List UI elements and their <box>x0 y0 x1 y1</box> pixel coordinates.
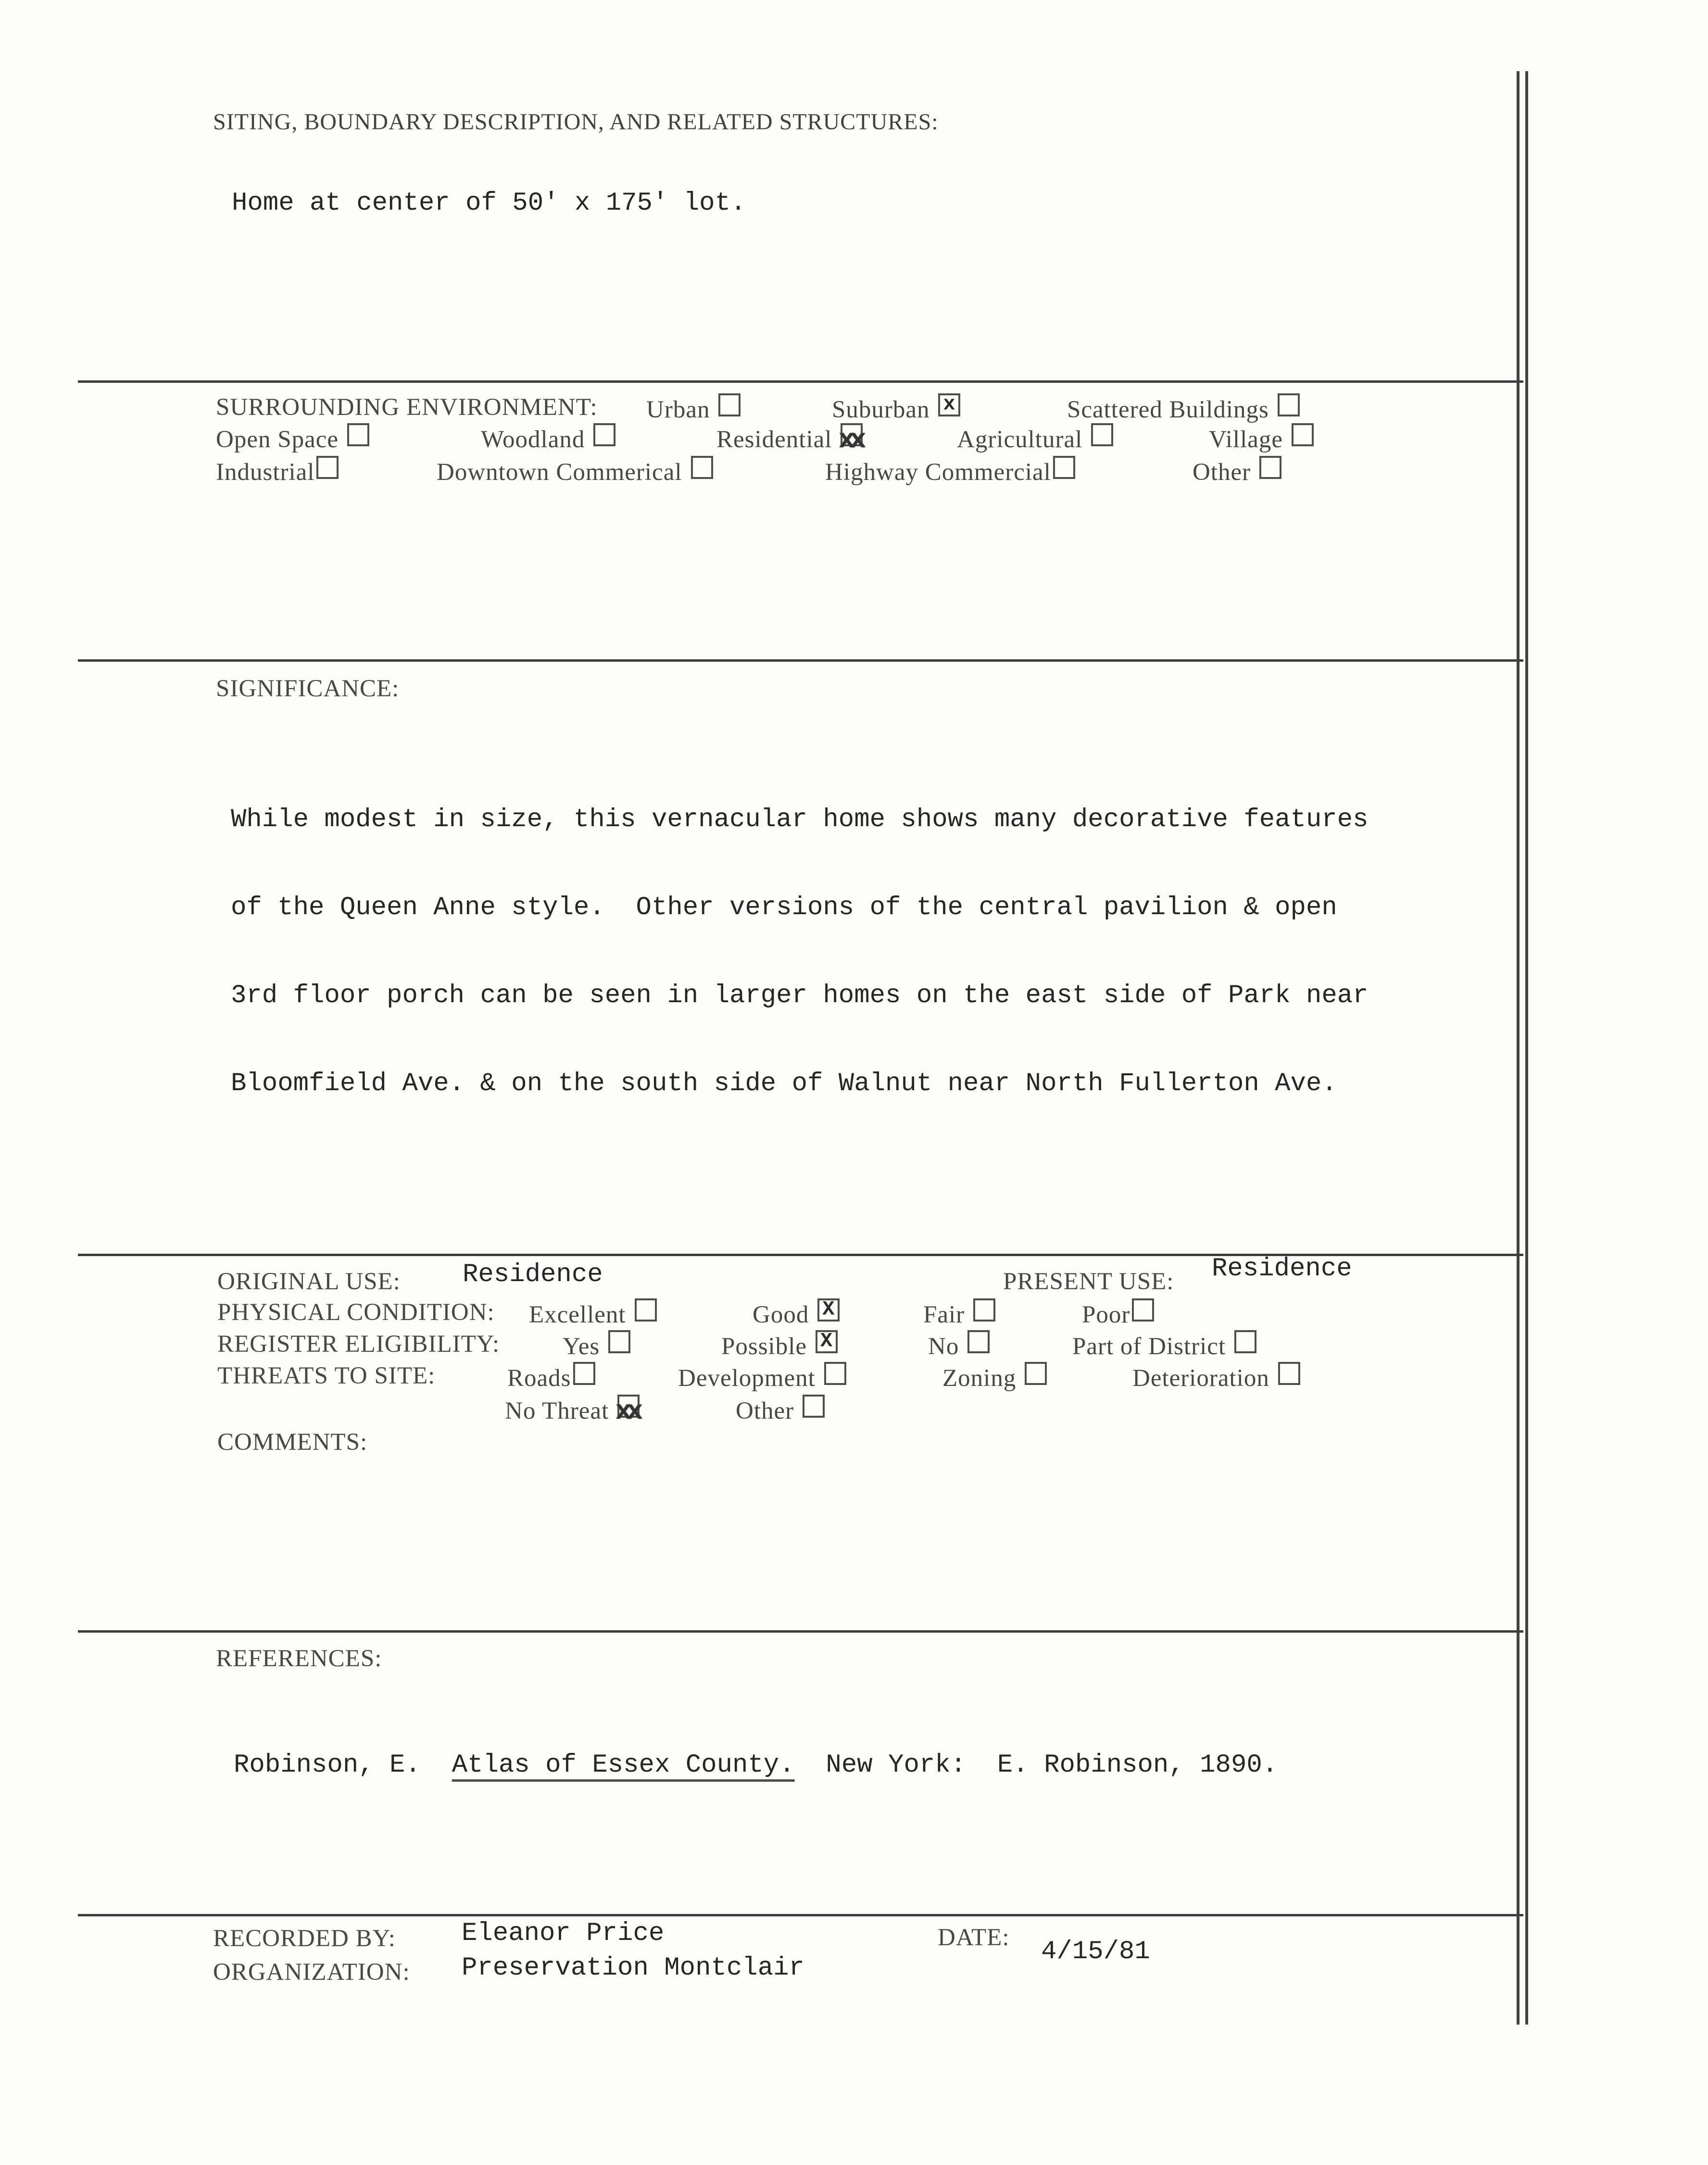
section-divider <box>78 1630 1523 1633</box>
checkbox-woodland <box>593 423 615 446</box>
checkbox-village <box>1292 423 1314 446</box>
threats-to-site-label: THREATS TO SITE: <box>217 1362 436 1389</box>
checkbox-residential-checked: xx <box>841 423 863 446</box>
recorded-by-label: RECORDED BY: <box>213 1925 396 1952</box>
checkbox-roads <box>573 1362 595 1385</box>
citation-title-underlined: Atlas of Essex County. <box>452 1750 795 1780</box>
significance-line: While modest in size, this vernacular home shows many decorative features <box>231 805 1369 834</box>
env-option-village: Village <box>1209 423 1314 453</box>
date-label: DATE: <box>938 1924 1010 1951</box>
significance-line: Bloomfield Ave. & on the south side of Walnut near North Fullerton Ave. <box>231 1069 1337 1098</box>
date-value: 4/15/81 <box>1041 1937 1150 1966</box>
env-option-residential: Residential xx <box>716 423 863 453</box>
checkbox-fair <box>973 1298 995 1322</box>
threat-option-roads: Roads <box>507 1362 595 1392</box>
env-option-other: Other <box>1193 456 1281 486</box>
checkbox-excellent <box>635 1298 657 1322</box>
eligibility-option-possible: Possible X <box>721 1330 838 1360</box>
organization-label: ORGANIZATION: <box>213 1959 410 1986</box>
checkbox-scattered-buildings <box>1278 393 1300 416</box>
checkbox-development <box>824 1362 846 1385</box>
references-section-label: REFERENCES: <box>216 1645 382 1672</box>
siting-value: Home at center of 50' x 175' lot. <box>232 189 746 218</box>
checkbox-downtown-commerical <box>691 456 713 479</box>
checkbox-possible-checked: X <box>816 1330 838 1353</box>
present-use-label: PRESENT USE: <box>1003 1268 1174 1295</box>
section-divider <box>78 659 1523 662</box>
env-option-open-space: Open Space <box>216 423 369 453</box>
original-use-label: ORIGINAL USE: <box>217 1268 401 1295</box>
checkbox-deterioration <box>1278 1362 1300 1385</box>
condition-option-excellent: Excellent <box>529 1298 657 1329</box>
env-option-downtown-commerical: Downtown Commerical <box>437 456 713 486</box>
checkbox-highway-commercial <box>1053 456 1075 479</box>
checkbox-no <box>967 1330 990 1353</box>
physical-condition-label: PHYSICAL CONDITION: <box>217 1299 495 1326</box>
checkbox-env-other <box>1259 456 1281 479</box>
env-option-urban: Urban <box>646 393 741 424</box>
threat-option-zoning: Zoning <box>942 1362 1047 1392</box>
checkbox-threat-other <box>803 1395 825 1418</box>
env-option-industrial: Industrial <box>216 456 339 486</box>
condition-option-poor: Poor <box>1082 1298 1154 1329</box>
significance-line: 3rd floor porch can be seen in larger homes on the east side of Park near <box>231 981 1369 1010</box>
checkbox-yes <box>608 1330 630 1353</box>
condition-option-good: Good X <box>753 1298 840 1329</box>
siting-section-label: SITING, BOUNDARY DESCRIPTION, AND RELATED STRUCTURES: <box>213 109 939 135</box>
env-option-scattered-buildings: Scattered Buildings <box>1067 393 1300 424</box>
checkbox-urban <box>718 393 741 416</box>
register-eligibility-label: REGISTER ELIGIBILITY: <box>217 1331 500 1358</box>
right-double-rule-inner <box>1525 71 1528 2025</box>
organization-value: Preservation Montclair <box>462 1953 804 1983</box>
threat-option-development: Development <box>678 1362 846 1392</box>
section-divider <box>78 1914 1523 1916</box>
threat-option-no-threat: No Threat xx <box>505 1395 640 1425</box>
comments-label: COMMENTS: <box>217 1429 368 1456</box>
present-use-value: Residence <box>1212 1254 1352 1284</box>
citation-author: Robinson, E. <box>234 1750 452 1780</box>
eligibility-option-part-of-district: Part of District <box>1072 1330 1256 1360</box>
env-option-woodland: Woodland <box>481 423 615 453</box>
env-option-agricultural: Agricultural <box>957 423 1113 453</box>
section-divider <box>78 380 1523 383</box>
checkbox-good-checked: X <box>817 1298 840 1322</box>
significance-text <box>231 746 1369 1157</box>
significance-line: of the Queen Anne style. Other versions of the central pavilion & open <box>231 893 1337 922</box>
threat-option-other: Other <box>736 1395 825 1425</box>
recorded-by-value: Eleanor Price <box>462 1919 665 1948</box>
citation-publisher: New York: E. Robinson, 1890. <box>794 1750 1278 1780</box>
condition-option-fair: Fair <box>923 1298 995 1329</box>
eligibility-option-no: No <box>928 1330 990 1360</box>
surrounding-environment-label: SURROUNDING ENVIRONMENT: <box>216 394 598 421</box>
threat-option-deterioration: Deterioration <box>1132 1362 1300 1392</box>
checkbox-zoning <box>1025 1362 1047 1385</box>
right-double-rule-outer <box>1517 71 1520 2025</box>
checkbox-no-threat-checked: xx <box>617 1395 640 1418</box>
checkbox-part-of-district <box>1234 1330 1256 1353</box>
significance-section-label: SIGNIFICANCE: <box>216 675 400 702</box>
eligibility-option-yes: Yes <box>563 1330 630 1360</box>
checkbox-open-space <box>347 423 369 446</box>
env-option-suburban: Suburban x <box>832 393 960 424</box>
checkbox-agricultural <box>1091 423 1113 446</box>
env-option-highway-commercial: Highway Commercial <box>825 456 1075 486</box>
checkbox-poor <box>1132 1298 1154 1322</box>
reference-citation <box>234 1750 1278 1780</box>
checkbox-suburban-checked: x <box>938 393 960 416</box>
original-use-value: Residence <box>463 1260 603 1289</box>
checkbox-industrial <box>316 456 339 479</box>
